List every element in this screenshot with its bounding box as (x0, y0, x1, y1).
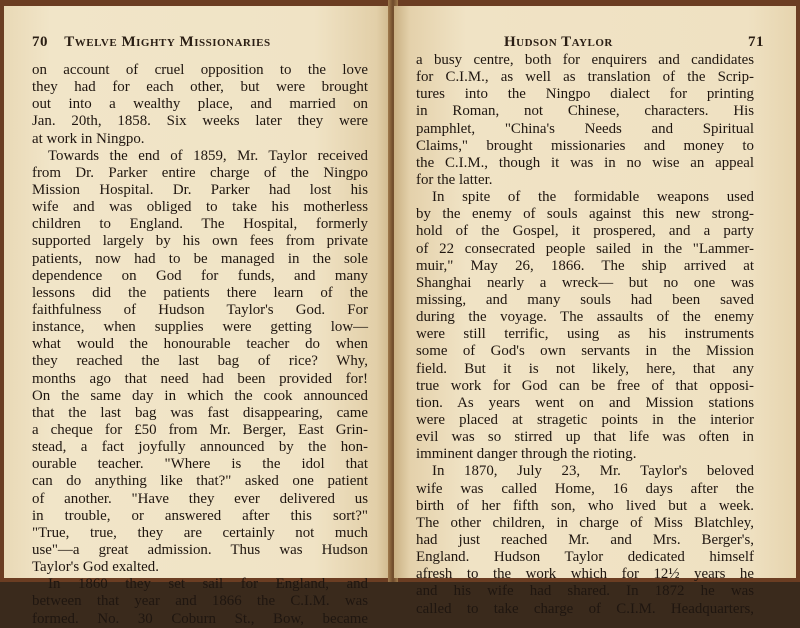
text-line: Taylor's God exalted. (32, 559, 159, 576)
text-line: they had for each other, but were brought (32, 79, 368, 96)
text-line: during the voyage. The assaults of the enemy (416, 309, 754, 326)
text-line: in Roman, not Chinese, characters. His (416, 103, 754, 120)
text-line: ourable teacher. "Where is the idol that (32, 456, 368, 473)
text-line: muir," May 26, 1866. The ship arrived at (416, 257, 754, 274)
text-line: supported largely by his own fees from private (32, 233, 368, 250)
text-line: birth of her fifth son, who lived but a week. (416, 497, 754, 514)
text-line: missing, and many souls had been saved (416, 291, 754, 308)
text-line: that the last bag was fast disappearing, came (32, 404, 368, 421)
text-line: lessons did the patients there learn of the (32, 284, 368, 301)
text-line: In spite of the formidable weapons used (432, 189, 754, 206)
text-line: faithfulness of Hudson Taylor's God. For (32, 301, 368, 318)
text-line: patients, now had to be managed in the sole (32, 250, 368, 267)
text-line: wife was called Home, 16 days after the (416, 480, 754, 497)
right-running-head: Hudson Taylor (504, 34, 613, 50)
text-line: were still terrific, using as his instruments (416, 326, 754, 343)
text-line: what would the honourable teacher do when (32, 336, 368, 353)
text-line: England. Hudson Taylor dedicated himself (416, 549, 754, 566)
text-line: In 1870, July 23, Mr. Taylor's beloved (432, 463, 754, 480)
text-line: In 1860 they set sail for England, and (48, 576, 368, 593)
text-line: field. But it is not likely, here, that any (416, 360, 754, 377)
right-page-text (416, 52, 754, 618)
text-line: evil was so stirred up that life was often in (416, 429, 754, 446)
text-line: tures into the Ningpo dialect for printing (416, 86, 754, 103)
text-line: On the same day in which the cook announced (32, 387, 368, 404)
text-line: from Dr. Parker entire charge of the Ningpo (32, 164, 368, 181)
left-page-header (32, 34, 271, 51)
text-line: for C.I.M., as well as translation of the Scrip- (416, 69, 754, 86)
text-line: out into a wealthy place, and married on (32, 96, 368, 113)
text-line: children to England. The Hospital, formerly (32, 216, 368, 233)
text-line: stead, a fact joyfully announced by the hon- (32, 439, 368, 456)
text-line: formed. No. 30 Coburn St., Bow, became (32, 610, 368, 627)
text-line: for the latter. (416, 171, 493, 188)
text-line: a busy centre, both for enquirers and candidates (416, 52, 754, 68)
text-line: a cheque for £50 from Mr. Berger, East Grin- (32, 421, 368, 438)
text-line: tion. As years went on and Mission stations (416, 394, 754, 411)
left-page-number: 70 (32, 34, 48, 50)
left-page (4, 6, 392, 627)
text-line: afresh to the work which for 12½ years he (416, 566, 754, 583)
text-line: hold of the Gospel, it prospered, and a party (416, 223, 754, 240)
text-line: pamphlet, "China's Needs and Spiritual (416, 120, 754, 137)
right-page-number: 71 (748, 34, 764, 50)
text-line: wife and was obliged to take his motherless (32, 199, 368, 216)
left-page-text (32, 62, 368, 628)
text-line: imminent danger through the rioting. (416, 446, 637, 463)
text-line: they reached the last bag of rice? Why, (32, 353, 368, 370)
text-line: months ago that need had been provided for! (32, 370, 368, 387)
right-page-header (504, 34, 764, 51)
text-line: had just reached Mr. and Mrs. Berger's, (416, 531, 754, 548)
text-line: between that year and 1866 the C.I.M. was (32, 593, 368, 610)
text-line: of another. "Have they ever delivered us (32, 490, 368, 507)
text-line: and his wife had shared. In 1872 he was (416, 583, 754, 600)
text-line: called to take charge of C.I.M. Headquarters, (416, 600, 754, 617)
text-line: true work for God can be free of that opposi- (416, 377, 754, 394)
text-line: by the enemy of souls against this new strong- (416, 206, 754, 223)
text-line: were placed at stragetic points in the interior (416, 411, 754, 428)
left-running-head: Twelve Mighty Missionaries (64, 34, 271, 50)
text-line: Jan. 20th, 1858. Six weeks later they were (32, 113, 368, 130)
text-line: the C.I.M., though it was in no wise an appeal (416, 154, 754, 171)
right-page (394, 6, 796, 617)
text-line: can do anything like that?" asked one patient (32, 473, 368, 490)
text-line: Mission Hospital. Dr. Parker had lost his (32, 181, 368, 198)
text-line: at work in Ningpo. (32, 130, 145, 147)
text-line: use"—a great admission. Thus was Hudson (32, 541, 368, 558)
text-line: The other children, in charge of Miss Blatchley, (416, 514, 754, 531)
text-line: some of God's own servants in the Mission (416, 343, 754, 360)
text-line: instance, when supplies were getting low— (32, 319, 368, 336)
text-line: of 22 consecrated people sailed in the "Lammer- (416, 240, 754, 257)
text-line: dependence on God for funds, and many (32, 267, 368, 284)
text-line: Shanghai nearly a wreck— but no one was (416, 274, 754, 291)
text-line: Claims," brought missionaries and money to (416, 137, 754, 154)
text-line: Towards the end of 1859, Mr. Taylor received (48, 147, 368, 164)
text-line: in trouble, or answered after this sort?" (32, 507, 368, 524)
text-line: "True, true, they are certainly not much (32, 524, 368, 541)
text-line: on account of cruel opposition to the love (32, 62, 368, 78)
